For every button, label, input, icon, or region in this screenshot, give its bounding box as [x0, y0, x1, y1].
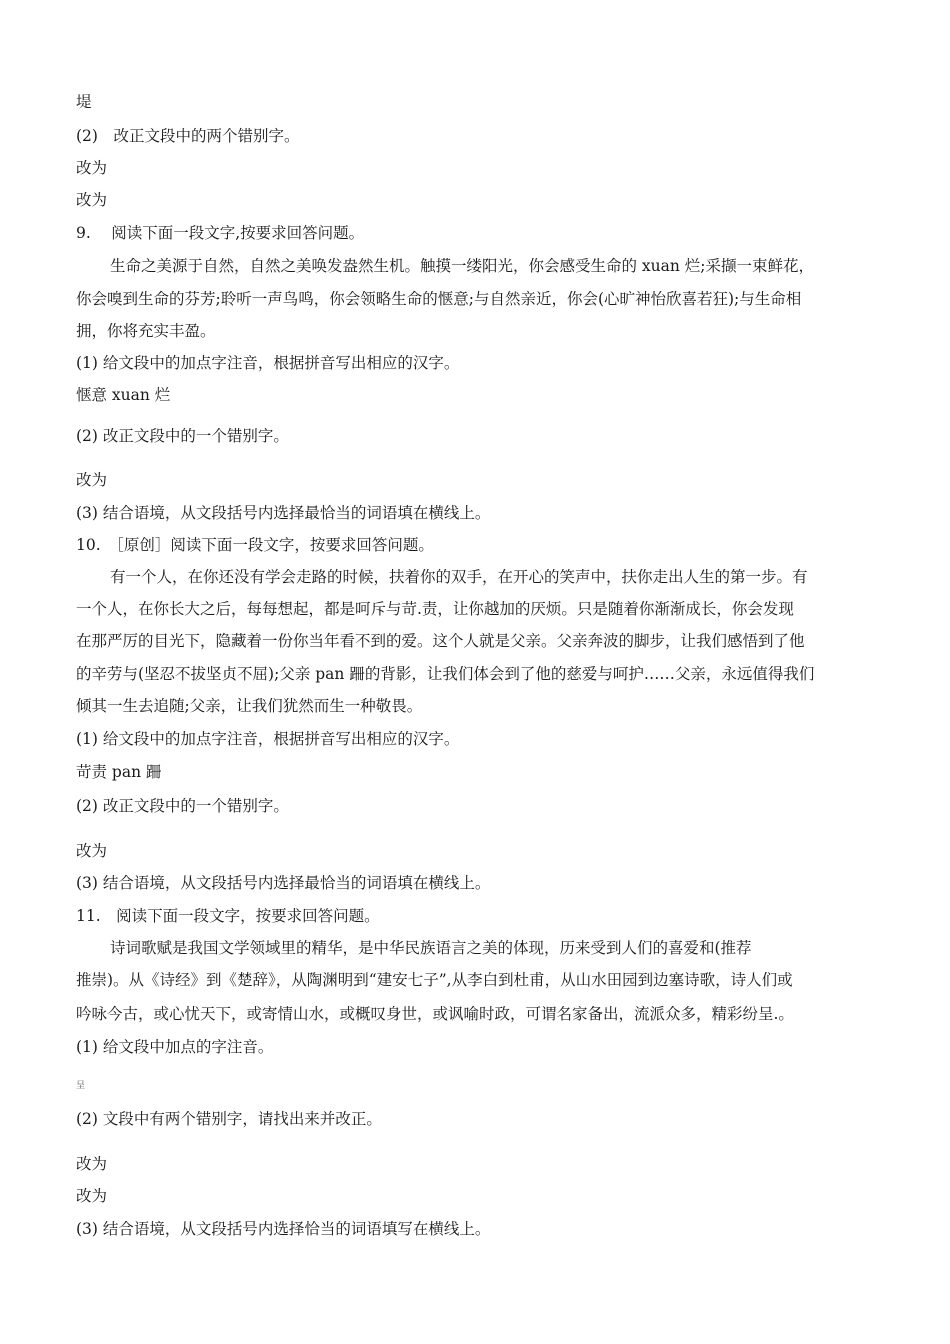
question-11-2: (2) 文段中有两个错别字，请找出来并改正。: [76, 1110, 382, 1128]
passage-10-line-3: 在那严厉的目光下，隐藏着一份你当年看不到的爱。这个人就是父亲。父亲奔波的脚步，让我们感悟到了他: [76, 632, 805, 650]
question-8-2: (2) 改正文段中的两个错别字。: [76, 127, 300, 145]
passage-9-line-1: 生命之美源于自然，自然之美唤发盎然生机。触摸一缕阳光，你会感受生命的 xuan 烂;采撷一束鲜花，: [110, 257, 815, 275]
passage-10-line-4: 的辛劳与(坚忍不拔坚贞不屈);父亲 pan 跚的背影，让我们体会到了他的慈爱与呵护……父亲，永远值得我们: [76, 665, 815, 683]
question-10-2: (2) 改正文段中的一个错别字。: [76, 797, 289, 815]
question-10-heading: 10. ［原创］阅读下面一段文字，按要求回答问题。: [76, 536, 434, 554]
passage-11-line-1: 诗词歌赋是我国文学领域里的精华，是中华民族语言之美的体现，历来受到人们的喜爱和(推荐: [110, 939, 752, 957]
answer-line-10-1: 苛责 pan 跚: [76, 763, 162, 781]
question-11-1: (1) 给文段中加点的字注音。: [76, 1038, 274, 1056]
passage-11-line-2: 推崇)。从《诗经》到《楚辞》，从陶渊明到“建安七子”,从李白到杜甫，从山水田园到边塞诗歌，诗人们或: [76, 971, 793, 989]
passage-11-line-3: 吟咏今古，或心忧天下，或寄情山水，或概叹身世，或讽喻时政，可谓名家备出，流派众多，精彩纷呈.。: [76, 1005, 794, 1023]
question-9-heading: 9. 阅读下面一段文字,按要求回答问题。: [76, 224, 365, 242]
answer-line-gaiwei: 改为: [76, 471, 108, 489]
answer-line-gaiwei: 改为: [76, 842, 108, 860]
passage-10-line-5: 倾其一生去追随;父亲，让我们犹然而生一种敬畏。: [76, 697, 423, 715]
answer-line-gaiwei: 改为: [76, 191, 108, 209]
question-11-heading: 11. 阅读下面一段文字，按要求回答问题。: [76, 907, 380, 925]
answer-line-gaiwei: 改为: [76, 1155, 108, 1173]
passage-10-line-1: 有一个人，在你还没有学会走路的时候，扶着你的双手，在开心的笑声中，扶你走出人生的第一步。有: [110, 568, 808, 586]
answer-line-di: 堤: [76, 93, 92, 111]
answer-line-11-1: 呈: [76, 1081, 86, 1091]
question-10-3: (3) 结合语境，从文段括号内选择最恰当的词语填在横线上。: [76, 874, 491, 892]
question-11-3: (3) 结合语境，从文段括号内选择恰当的词语填写在横线上。: [76, 1220, 491, 1238]
answer-line-9-1: 惬意 xuan 烂: [76, 386, 171, 404]
question-9-2: (2) 改正文段中的一个错别字。: [76, 427, 289, 445]
answer-line-gaiwei: 改为: [76, 159, 108, 177]
answer-line-gaiwei: 改为: [76, 1187, 108, 1205]
passage-9-line-2: 你会嗅到生命的芬芳;聆听一声鸟鸣，你会领略生命的惬意;与自然亲近，你会(心旷神怡欣喜若狂);与生命相: [76, 290, 802, 308]
question-9-3: (3) 结合语境，从文段括号内选择最恰当的词语填在横线上。: [76, 504, 491, 522]
question-9-1: (1) 给文段中的加点字注音，根据拼音写出相应的汉字。: [76, 354, 460, 372]
passage-9-line-3: 拥，你将充实丰盈。: [76, 322, 216, 340]
passage-10-line-2: 一个人，在你长大之后，每每想起，都是呵斥与苛.责，让你越加的厌烦。只是随着你渐渐成长，你会发现: [76, 600, 794, 618]
question-10-1: (1) 给文段中的加点字注音，根据拼音写出相应的汉字。: [76, 730, 460, 748]
